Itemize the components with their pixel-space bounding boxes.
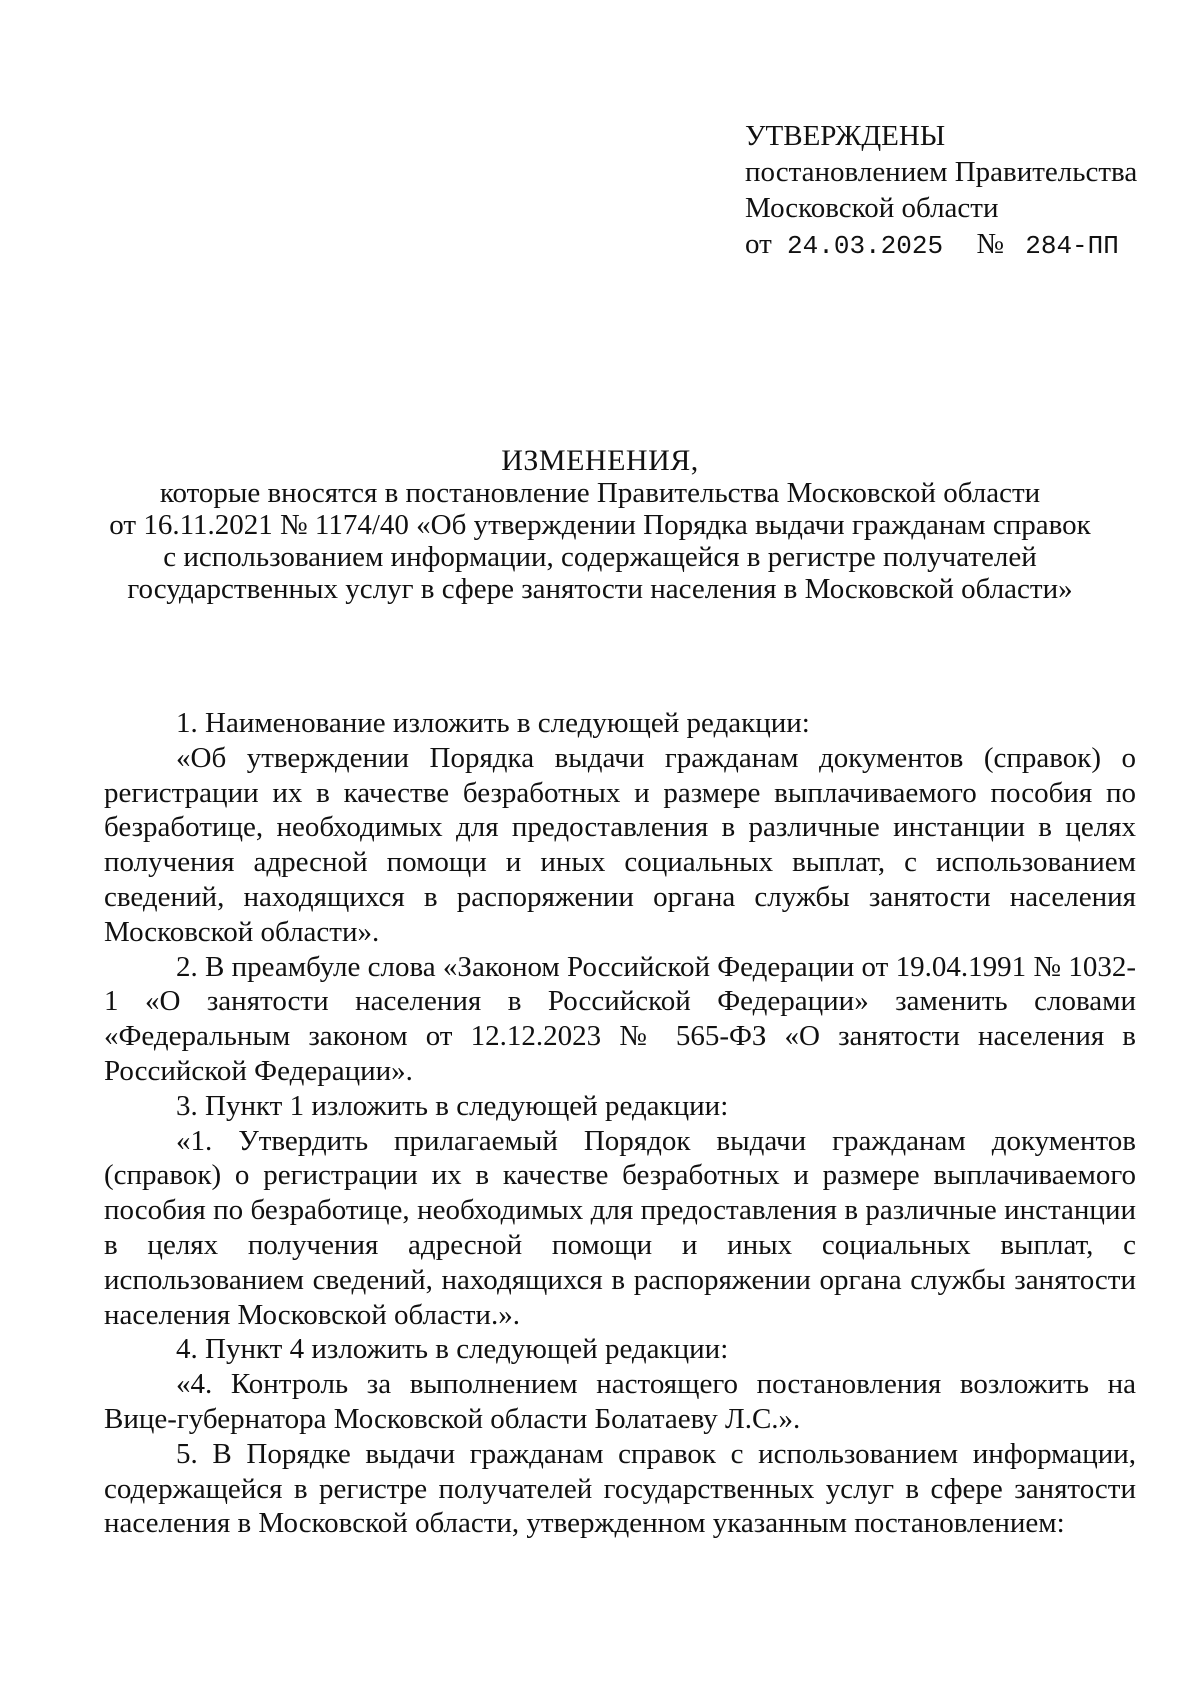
approval-date: 24.03.2025 <box>787 231 944 261</box>
date-prefix: от <box>745 228 772 260</box>
document-title <box>60 445 1140 605</box>
approved-by-line-2: Московской области <box>745 192 999 224</box>
approval-stamp <box>745 118 1137 264</box>
paragraph-2: «Об утверждении Порядка выдачи гражданам документов (справок) о регистрации их в качестве безработных и размере выплачиваемого пособия по безработице, необходимых для предоставления в различные инстанции в целях получения адресной помощи и иных социальных выплат, с использованием сведений, находящихся в распоряжении органа службы занятости населения Московской области». <box>104 741 1136 948</box>
title-line-3: с использованием информации, содержащейся в регистре получателей <box>163 541 1037 573</box>
paragraph-3: 2. В преамбуле слова «Законом Российской Федерации от 19.04.1991 № 1032-1 «О занятости населения в Российской Федерации» заменить словами «Федеральным законом от 12.12.2023 № 565-ФЗ «О занятости населения в Российской Федерации». <box>104 950 1136 1087</box>
approval-date-line <box>745 226 1137 264</box>
approved-label: УТВЕРЖДЕНЫ <box>745 120 946 152</box>
paragraph-1: 1. Наименование изложить в следующей редакции: <box>176 707 810 739</box>
approved-by-line-1: постановлением Правительства <box>745 156 1138 188</box>
paragraph-4: 3. Пункт 1 изложить в следующей редакции: <box>176 1089 729 1122</box>
title-line-2: от 16.11.2021 № 1174/40 «Об утверждении Порядка выдачи гражданам справок <box>109 509 1091 541</box>
document-body <box>104 706 1136 1541</box>
title-line-4: государственных услуг в сфере занятости населения в Московской области» <box>127 573 1073 605</box>
approval-number: 284-ПП <box>1025 231 1119 261</box>
title-heading: ИЗМЕНЕНИЯ, <box>501 444 699 477</box>
title-line-1: которые вносятся в постановление Правительства Московской области <box>159 477 1041 509</box>
paragraph-8: 5. В Порядке выдачи гражданам справок с использованием информации, содержащейся в регистре получателей государственных услуг в сфере занятости населения в Московской области, утвержденном указанным постановлением: <box>104 1437 1136 1540</box>
paragraph-7: «4. Контроль за выполнением настоящего постановления возложить на Вице-губернатора Московской области Болатаеву Л.С.». <box>104 1368 1136 1435</box>
paragraph-5: «1. Утвердить прилагаемый Порядок выдачи гражданам документов (справок) о регистрации их в качестве безработных и размере выплачиваемого пособия по безработице, необходимых для предоставления в различные инстанции в целях получения адресной помощи и иных социальных выплат, с использованием сведений, находящихся в распоряжении органа службы занятости населения Московской области.». <box>104 1124 1136 1331</box>
paragraph-6: 4. Пункт 4 изложить в следующей редакции: <box>176 1333 729 1366</box>
number-sign: № <box>976 228 1004 260</box>
